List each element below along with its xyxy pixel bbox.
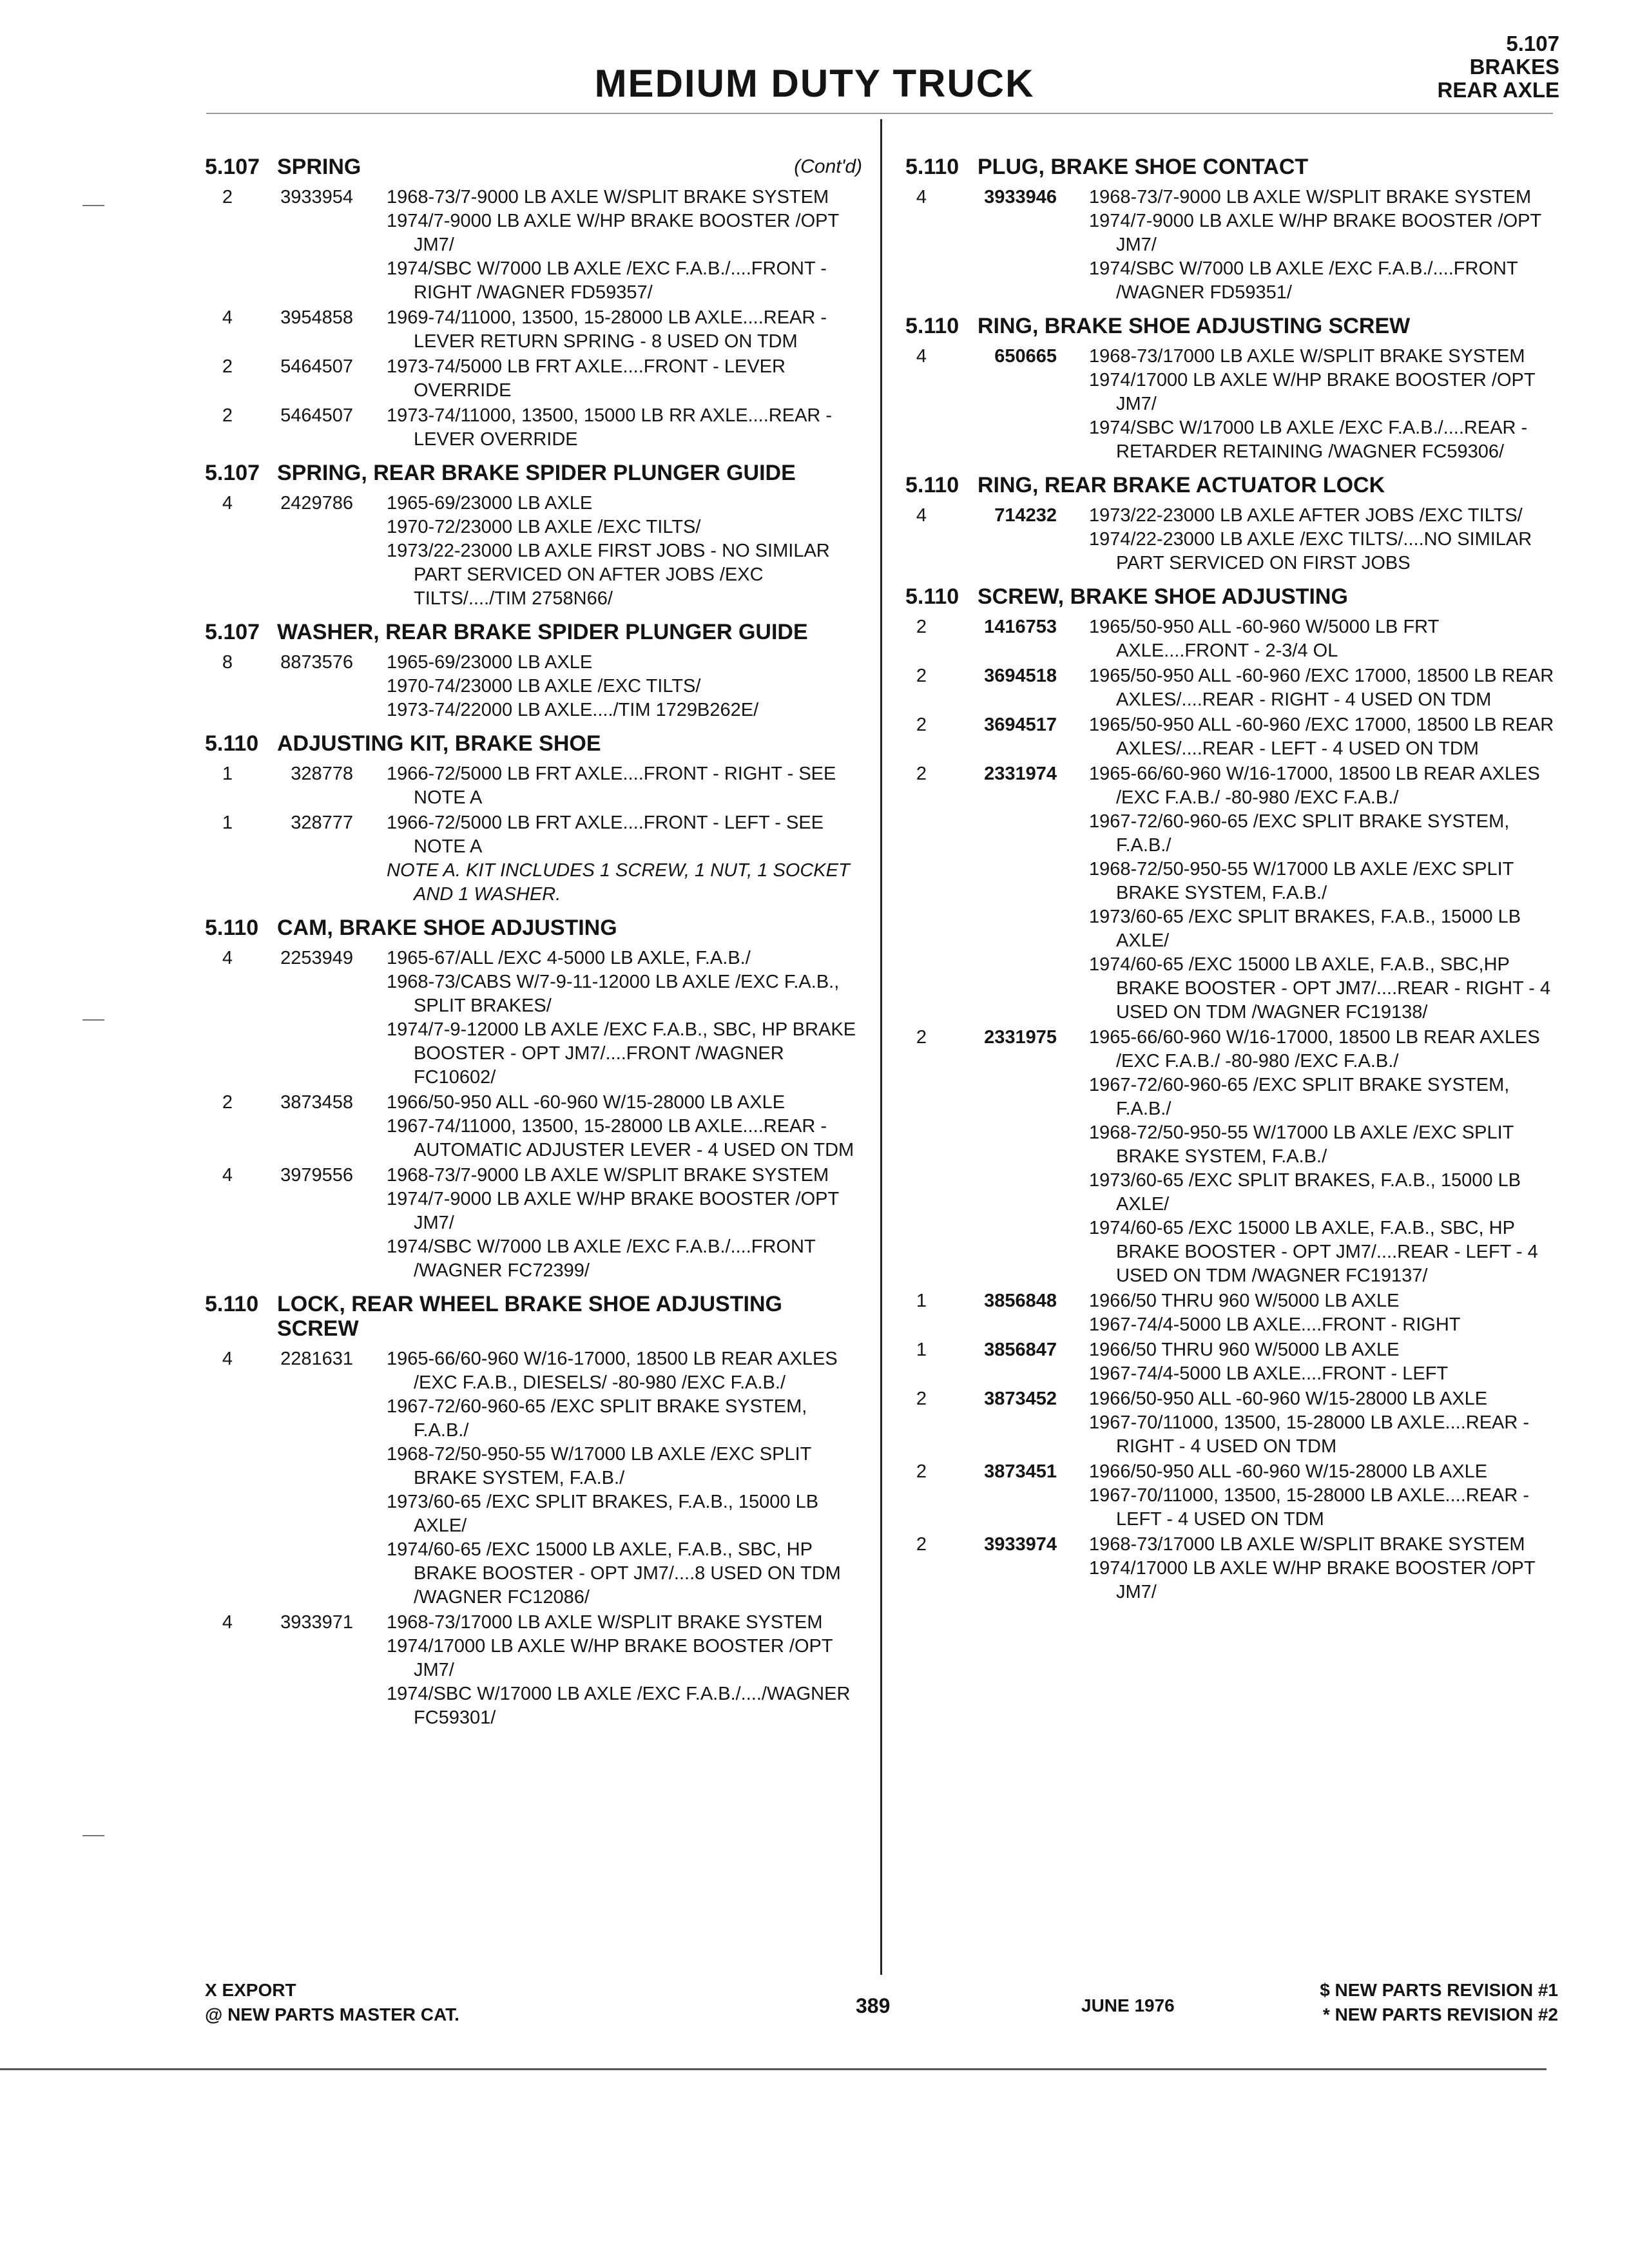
usage-line: 1974/7-9000 LB AXLE W/HP BRAKE BOOSTER /OPT JM7/ <box>387 211 839 255</box>
usage-line: 1970-74/23000 LB AXLE /EXC TILTS/ <box>387 676 701 697</box>
header-rule <box>206 113 1553 114</box>
part-entry <box>205 947 862 1090</box>
usage-line: 1968-73/17000 LB AXLE W/SPLIT BRAKE SYSTEM <box>1089 1534 1525 1555</box>
catalog-section <box>205 620 862 722</box>
quantity: 4 <box>916 187 927 207</box>
usage-lines <box>1089 615 1556 663</box>
section-name: RING, BRAKE SHOE ADJUSTING SCREW <box>978 314 1411 338</box>
usage-line: 1967-72/60-960-65 /EXC SPLIT BRAKE SYSTEM, F.A.B./ <box>1089 811 1510 856</box>
quantity: 4 <box>222 1165 233 1186</box>
section-group: BRAKES <box>1469 55 1559 79</box>
quantity: 1 <box>222 812 233 833</box>
quantity: 4 <box>916 505 927 526</box>
revision-1-legend: $ NEW PARTS REVISION #1 <box>1320 1980 1558 2000</box>
section-title <box>905 314 1556 338</box>
section-number: 5.107 <box>205 155 260 179</box>
part-number: 3979556 <box>280 1165 353 1186</box>
part-number: 5464507 <box>280 356 353 377</box>
usage-line: 1973-74/22000 LB AXLE..../TIM 1729B262E/ <box>387 700 759 720</box>
usage-lines <box>387 1091 862 1162</box>
usage-line: 1965-66/60-960 W/16-17000, 18500 LB REAR AXLES /EXC F.A.B./ -80-980 /EXC F.A.B./ <box>1089 764 1540 808</box>
quantity: 2 <box>222 1092 233 1113</box>
usage-lines <box>387 492 862 611</box>
part-number: 2253949 <box>280 948 353 968</box>
usage-line: 1974/60-65 /EXC 15000 LB AXLE, F.A.B., SBC, HP BRAKE BOOSTER - OPT JM7/....8 USED ON TDM /WAGNER FC12086/ <box>387 1539 841 1608</box>
part-entry <box>205 1347 862 1610</box>
section-name: SCREW, BRAKE SHOE ADJUSTING <box>978 584 1348 609</box>
usage-line: 1965/50-950 ALL -60-960 /EXC 17000, 18500 LB REAR AXLES/....REAR - RIGHT - 4 USED ON TDM <box>1089 666 1554 710</box>
part-entry <box>905 186 1556 305</box>
usage-line: 1974/7-9000 LB AXLE W/HP BRAKE BOOSTER /OPT JM7/ <box>387 1189 839 1233</box>
part-entry <box>905 345 1556 464</box>
usage-line: 1966/50-950 ALL -60-960 W/15-28000 LB AXLE <box>387 1092 786 1113</box>
usage-lines <box>387 811 862 907</box>
continued-label: (Cont'd) <box>794 156 862 177</box>
section-subgroup: REAR AXLE <box>1437 78 1559 102</box>
quantity: 2 <box>222 187 233 207</box>
part-number: 3694518 <box>984 666 1057 686</box>
usage-line: 1968-72/50-950-55 W/17000 LB AXLE /EXC SPLIT BRAKE SYSTEM, F.A.B./ <box>1089 1122 1514 1167</box>
quantity: 2 <box>916 1389 927 1409</box>
section-number: 5.107 <box>205 461 260 485</box>
quantity: 1 <box>916 1340 927 1360</box>
part-entry <box>905 664 1556 712</box>
usage-line: 1974/22-23000 LB AXLE /EXC TILTS/....NO SIMILAR PART SERVICED ON FIRST JOBS <box>1089 529 1532 573</box>
usage-line: 1974/7-9-12000 LB AXLE /EXC F.A.B., SBC, HP BRAKE BOOSTER - OPT JM7/....FRONT /WAGNER FC10602/ <box>387 1019 856 1088</box>
usage-line: 1968-73/CABS W/7-9-11-12000 LB AXLE /EXC F.A.B., SPLIT BRAKES/ <box>387 972 840 1016</box>
part-number: 3954858 <box>280 307 353 328</box>
catalog-section <box>205 1292 862 1730</box>
section-title <box>205 620 862 644</box>
usage-line: 1968-72/50-950-55 W/17000 LB AXLE /EXC SPLIT BRAKE SYSTEM, F.A.B./ <box>387 1444 811 1488</box>
section-name: LOCK, REAR WHEEL BRAKE SHOE ADJUSTING SCREW <box>277 1292 782 1341</box>
section-number: 5.107 <box>205 620 260 644</box>
section-title <box>205 461 862 485</box>
quantity: 2 <box>916 1534 927 1555</box>
usage-line: 1973/22-23000 LB AXLE AFTER JOBS /EXC TILTS/ <box>1089 505 1523 526</box>
usage-line: 1973/60-65 /EXC SPLIT BRAKES, F.A.B., 15000 LB AXLE/ <box>387 1492 819 1536</box>
usage-lines <box>387 762 862 810</box>
part-entry <box>905 713 1556 761</box>
quantity: 4 <box>222 948 233 968</box>
quantity: 2 <box>916 1461 927 1482</box>
section-number: 5.110 <box>905 473 959 497</box>
section-name: RING, REAR BRAKE ACTUATOR LOCK <box>978 473 1385 497</box>
usage-lines <box>1089 664 1556 712</box>
usage-line: 1968-73/17000 LB AXLE W/SPLIT BRAKE SYSTEM <box>1089 346 1525 367</box>
section-name: SPRING, REAR BRAKE SPIDER PLUNGER GUIDE <box>277 461 796 485</box>
usage-lines <box>1089 504 1556 575</box>
usage-line: 1973-74/11000, 13500, 15000 LB RR AXLE....REAR - LEVER OVERRIDE <box>387 405 833 450</box>
catalog-section <box>205 731 862 907</box>
usage-line: 1966-72/5000 LB FRT AXLE....FRONT - LEFT - SEE NOTE A <box>387 812 824 857</box>
usage-line: 1974/SBC W/17000 LB AXLE /EXC F.A.B./....REAR - RETARDER RETAINING /WAGNER FC59306/ <box>1089 418 1528 462</box>
usage-line: 1973/60-65 /EXC SPLIT BRAKES, F.A.B., 15000 LB AXLE/ <box>1089 907 1521 951</box>
part-entry <box>905 615 1556 663</box>
usage-lines <box>1089 1026 1556 1288</box>
usage-line: 1973/60-65 /EXC SPLIT BRAKES, F.A.B., 15000 LB AXLE/ <box>1089 1170 1521 1215</box>
usage-line: 1965-67/ALL /EXC 4-5000 LB AXLE, F.A.B./ <box>387 948 751 968</box>
usage-line: 1974/SBC W/7000 LB AXLE /EXC F.A.B./....FRONT /WAGNER FC72399/ <box>387 1236 816 1281</box>
usage-line: 1968-73/7-9000 LB AXLE W/SPLIT BRAKE SYSTEM <box>387 1165 829 1186</box>
usage-lines <box>1089 1289 1556 1337</box>
quantity: 2 <box>916 1027 927 1048</box>
margin-mark <box>82 1835 104 1836</box>
usage-line: 1968-73/7-9000 LB AXLE W/SPLIT BRAKE SYSTEM <box>1089 187 1532 207</box>
usage-lines <box>1089 762 1556 1024</box>
part-number: 3933971 <box>280 1612 353 1633</box>
usage-line: 1965-66/60-960 W/16-17000, 18500 LB REAR AXLES /EXC F.A.B., DIESELS/ -80-980 /EXC F.A.B./ <box>387 1349 838 1393</box>
usage-line: 1974/17000 LB AXLE W/HP BRAKE BOOSTER /OPT JM7/ <box>1089 370 1536 414</box>
part-entry <box>205 762 862 810</box>
part-entry <box>205 306 862 354</box>
section-title <box>205 155 862 179</box>
part-number: 714232 <box>994 505 1057 526</box>
section-code: 5.107 <box>1506 32 1559 55</box>
section-title <box>205 731 862 756</box>
catalog-section <box>205 461 862 611</box>
part-number: 8873576 <box>280 652 353 673</box>
part-number: 3856848 <box>984 1291 1057 1311</box>
usage-line: 1965-66/60-960 W/16-17000, 18500 LB REAR AXLES /EXC F.A.B./ -80-980 /EXC F.A.B./ <box>1089 1027 1540 1072</box>
section-number: 5.110 <box>205 731 259 756</box>
quantity: 1 <box>916 1291 927 1311</box>
usage-lines <box>1089 1533 1556 1604</box>
usage-line: 1966/50 THRU 960 W/5000 LB AXLE <box>1089 1340 1400 1360</box>
usage-line: 1967-74/11000, 13500, 15-28000 LB AXLE....REAR - AUTOMATIC ADJUSTER LEVER - 4 USED ON TDM <box>387 1116 854 1160</box>
usage-lines <box>387 306 862 354</box>
part-entry <box>905 1338 1556 1386</box>
quantity: 4 <box>222 1349 233 1369</box>
usage-line: 1974/SBC W/7000 LB AXLE /EXC F.A.B./....FRONT /WAGNER FD59351/ <box>1089 258 1518 303</box>
usage-lines <box>387 1611 862 1730</box>
part-entry <box>205 811 862 907</box>
usage-line: 1974/SBC W/17000 LB AXLE /EXC F.A.B./..../WAGNER FC59301/ <box>387 1684 851 1728</box>
usage-lines <box>387 404 862 452</box>
section-name: SPRING <box>277 155 361 179</box>
usage-lines <box>1089 345 1556 464</box>
margin-mark <box>82 205 104 206</box>
section-number: 5.110 <box>905 155 959 179</box>
usage-line: 1967-72/60-960-65 /EXC SPLIT BRAKE SYSTEM, F.A.B./ <box>1089 1075 1510 1119</box>
part-entry <box>905 1460 1556 1532</box>
column-divider <box>880 119 882 1975</box>
catalog-section <box>905 155 1556 305</box>
part-entry <box>205 1091 862 1162</box>
usage-line: 1969-74/11000, 13500, 15-28000 LB AXLE....REAR - LEVER RETURN SPRING - 8 USED ON TDM <box>387 307 827 352</box>
catalog-section <box>905 314 1556 464</box>
part-number: 328778 <box>291 764 353 784</box>
part-entry <box>905 1387 1556 1459</box>
footer-legend-left <box>205 1978 459 2027</box>
part-number: 2331975 <box>984 1027 1057 1048</box>
footer-legend-right <box>1320 1978 1558 2027</box>
part-entry <box>205 1164 862 1283</box>
part-number: 3933946 <box>984 187 1057 207</box>
quantity: 4 <box>222 1612 233 1633</box>
usage-line: 1970-72/23000 LB AXLE /EXC TILTS/ <box>387 517 701 537</box>
part-entry <box>205 651 862 722</box>
margin-mark <box>82 1019 104 1021</box>
usage-line: 1973/22-23000 LB AXLE FIRST JOBS - NO SIMILAR PART SERVICED ON AFTER JOBS /EXC TILTS/..../TIM 2758N66/ <box>387 541 830 609</box>
quantity: 2 <box>916 666 927 686</box>
usage-line: 1967-70/11000, 13500, 15-28000 LB AXLE....REAR - LEFT - 4 USED ON TDM <box>1089 1485 1530 1530</box>
part-entry <box>205 186 862 305</box>
usage-lines <box>387 186 862 305</box>
quantity: 4 <box>222 307 233 328</box>
quantity: 2 <box>916 617 927 637</box>
usage-line: 1965-69/23000 LB AXLE <box>387 652 593 673</box>
export-legend: X EXPORT <box>205 1980 296 2000</box>
usage-lines <box>387 1347 862 1610</box>
part-number: 5464507 <box>280 405 353 426</box>
catalog-date: JUNE 1976 <box>1081 1995 1175 2015</box>
revision-2-legend: * NEW PARTS REVISION #2 <box>1322 2004 1558 2024</box>
section-title <box>205 916 862 940</box>
part-number: 3873451 <box>984 1461 1057 1482</box>
section-title <box>905 155 1556 179</box>
part-number: 2429786 <box>280 493 353 514</box>
part-entry <box>905 1533 1556 1604</box>
part-entry <box>205 1611 862 1730</box>
part-number: 3873458 <box>280 1092 353 1113</box>
usage-line: 1967-74/4-5000 LB AXLE....FRONT - LEFT <box>1089 1363 1449 1384</box>
section-name: ADJUSTING KIT, BRAKE SHOE <box>277 731 601 756</box>
part-number: 328777 <box>291 812 353 833</box>
usage-line: 1966/50 THRU 960 W/5000 LB AXLE <box>1089 1291 1400 1311</box>
part-number: 3856847 <box>984 1340 1057 1360</box>
catalog-section <box>905 473 1556 575</box>
section-name: WASHER, REAR BRAKE SPIDER PLUNGER GUIDE <box>277 620 808 644</box>
usage-line: 1966/50-950 ALL -60-960 W/15-28000 LB AXLE <box>1089 1461 1488 1482</box>
usage-line: 1965/50-950 ALL -60-960 W/5000 LB FRT AXLE....FRONT - 2-3/4 OL <box>1089 617 1439 661</box>
part-number: 650665 <box>994 346 1057 367</box>
quantity: 2 <box>222 405 233 426</box>
section-title <box>205 1292 862 1341</box>
section-name: CAM, BRAKE SHOE ADJUSTING <box>277 916 617 940</box>
part-entry <box>905 762 1556 1024</box>
usage-line: 1966/50-950 ALL -60-960 W/15-28000 LB AXLE <box>1089 1389 1488 1409</box>
usage-line: 1965/50-950 ALL -60-960 /EXC 17000, 18500 LB REAR AXLES/....REAR - LEFT - 4 USED ON TDM <box>1089 715 1554 759</box>
part-entry <box>905 1289 1556 1337</box>
quantity: 2 <box>916 715 927 735</box>
usage-line: 1967-74/4-5000 LB AXLE....FRONT - RIGHT <box>1089 1314 1461 1335</box>
usage-line: 1974/60-65 /EXC 15000 LB AXLE, F.A.B., SBC,HP BRAKE BOOSTER - OPT JM7/....REAR - RIGHT - 4 USED ON TDM /WAGNER FC19138/ <box>1089 954 1551 1023</box>
part-number: 3694517 <box>984 715 1057 735</box>
section-number: 5.110 <box>205 916 259 940</box>
left-column <box>205 155 862 1739</box>
usage-line: 1967-70/11000, 13500, 15-28000 LB AXLE....REAR - RIGHT - 4 USED ON TDM <box>1089 1412 1530 1457</box>
kit-note: NOTE A. KIT INCLUDES 1 SCREW, 1 NUT, 1 SOCKET AND 1 WASHER. <box>387 860 850 905</box>
footer-rule <box>0 2068 1547 2070</box>
usage-lines <box>1089 1460 1556 1532</box>
section-title <box>905 473 1556 497</box>
usage-line: 1968-72/50-950-55 W/17000 LB AXLE /EXC SPLIT BRAKE SYSTEM, F.A.B./ <box>1089 859 1514 903</box>
usage-line: 1968-73/7-9000 LB AXLE W/SPLIT BRAKE SYSTEM <box>387 187 829 207</box>
usage-line: 1974/7-9000 LB AXLE W/HP BRAKE BOOSTER /OPT JM7/ <box>1089 211 1541 255</box>
usage-line: 1965-69/23000 LB AXLE <box>387 493 593 514</box>
catalog-section <box>205 916 862 1283</box>
usage-lines <box>387 947 862 1090</box>
part-entry <box>905 504 1556 575</box>
section-name: PLUG, BRAKE SHOE CONTACT <box>978 155 1309 179</box>
part-number: 3933974 <box>984 1534 1057 1555</box>
usage-lines <box>387 1164 862 1283</box>
quantity: 4 <box>916 346 927 367</box>
part-number: 2331974 <box>984 764 1057 784</box>
section-number: 5.110 <box>905 314 959 338</box>
section-number: 5.110 <box>905 584 959 609</box>
part-entry <box>905 1026 1556 1288</box>
quantity: 8 <box>222 652 233 673</box>
section-number: 5.110 <box>205 1292 259 1316</box>
usage-line: 1967-72/60-960-65 /EXC SPLIT BRAKE SYSTEM, F.A.B./ <box>387 1396 807 1441</box>
quantity: 2 <box>222 356 233 377</box>
master-legend: @ NEW PARTS MASTER CAT. <box>205 2004 459 2024</box>
usage-line: 1968-73/17000 LB AXLE W/SPLIT BRAKE SYSTEM <box>387 1612 823 1633</box>
part-number: 3933954 <box>280 187 353 207</box>
usage-line: 1973-74/5000 LB FRT AXLE....FRONT - LEVER OVERRIDE <box>387 356 786 401</box>
part-number: 1416753 <box>984 617 1057 637</box>
part-entry <box>205 355 862 403</box>
usage-line: 1966-72/5000 LB FRT AXLE....FRONT - RIGHT - SEE NOTE A <box>387 764 836 808</box>
quantity: 2 <box>916 764 927 784</box>
usage-lines <box>1089 186 1556 305</box>
part-number: 3873452 <box>984 1389 1057 1409</box>
section-header <box>1438 32 1559 102</box>
quantity: 4 <box>222 493 233 514</box>
usage-line: 1974/60-65 /EXC 15000 LB AXLE, F.A.B., SBC, HP BRAKE BOOSTER - OPT JM7/....REAR - LEFT - 4 USED ON TDM /WAGNER FC19137/ <box>1089 1218 1538 1286</box>
usage-line: 1974/SBC W/7000 LB AXLE /EXC F.A.B./....FRONT - RIGHT /WAGNER FD59357/ <box>387 258 827 303</box>
section-title <box>905 584 1556 609</box>
part-entry <box>205 492 862 611</box>
usage-lines <box>387 651 862 722</box>
usage-lines <box>1089 1338 1556 1386</box>
quantity: 1 <box>222 764 233 784</box>
catalog-section <box>905 584 1556 1604</box>
right-column <box>905 155 1556 1613</box>
usage-lines <box>387 355 862 403</box>
catalog-section <box>205 155 862 452</box>
page-title: MEDIUM DUTY TRUCK <box>594 62 1035 105</box>
usage-line: 1974/17000 LB AXLE W/HP BRAKE BOOSTER /OPT JM7/ <box>387 1636 833 1680</box>
page-number: 389 <box>856 1994 891 2017</box>
part-number: 2281631 <box>280 1349 353 1369</box>
part-entry <box>205 404 862 452</box>
usage-lines <box>1089 713 1556 761</box>
usage-line: 1974/17000 LB AXLE W/HP BRAKE BOOSTER /OPT JM7/ <box>1089 1558 1536 1602</box>
usage-lines <box>1089 1387 1556 1459</box>
